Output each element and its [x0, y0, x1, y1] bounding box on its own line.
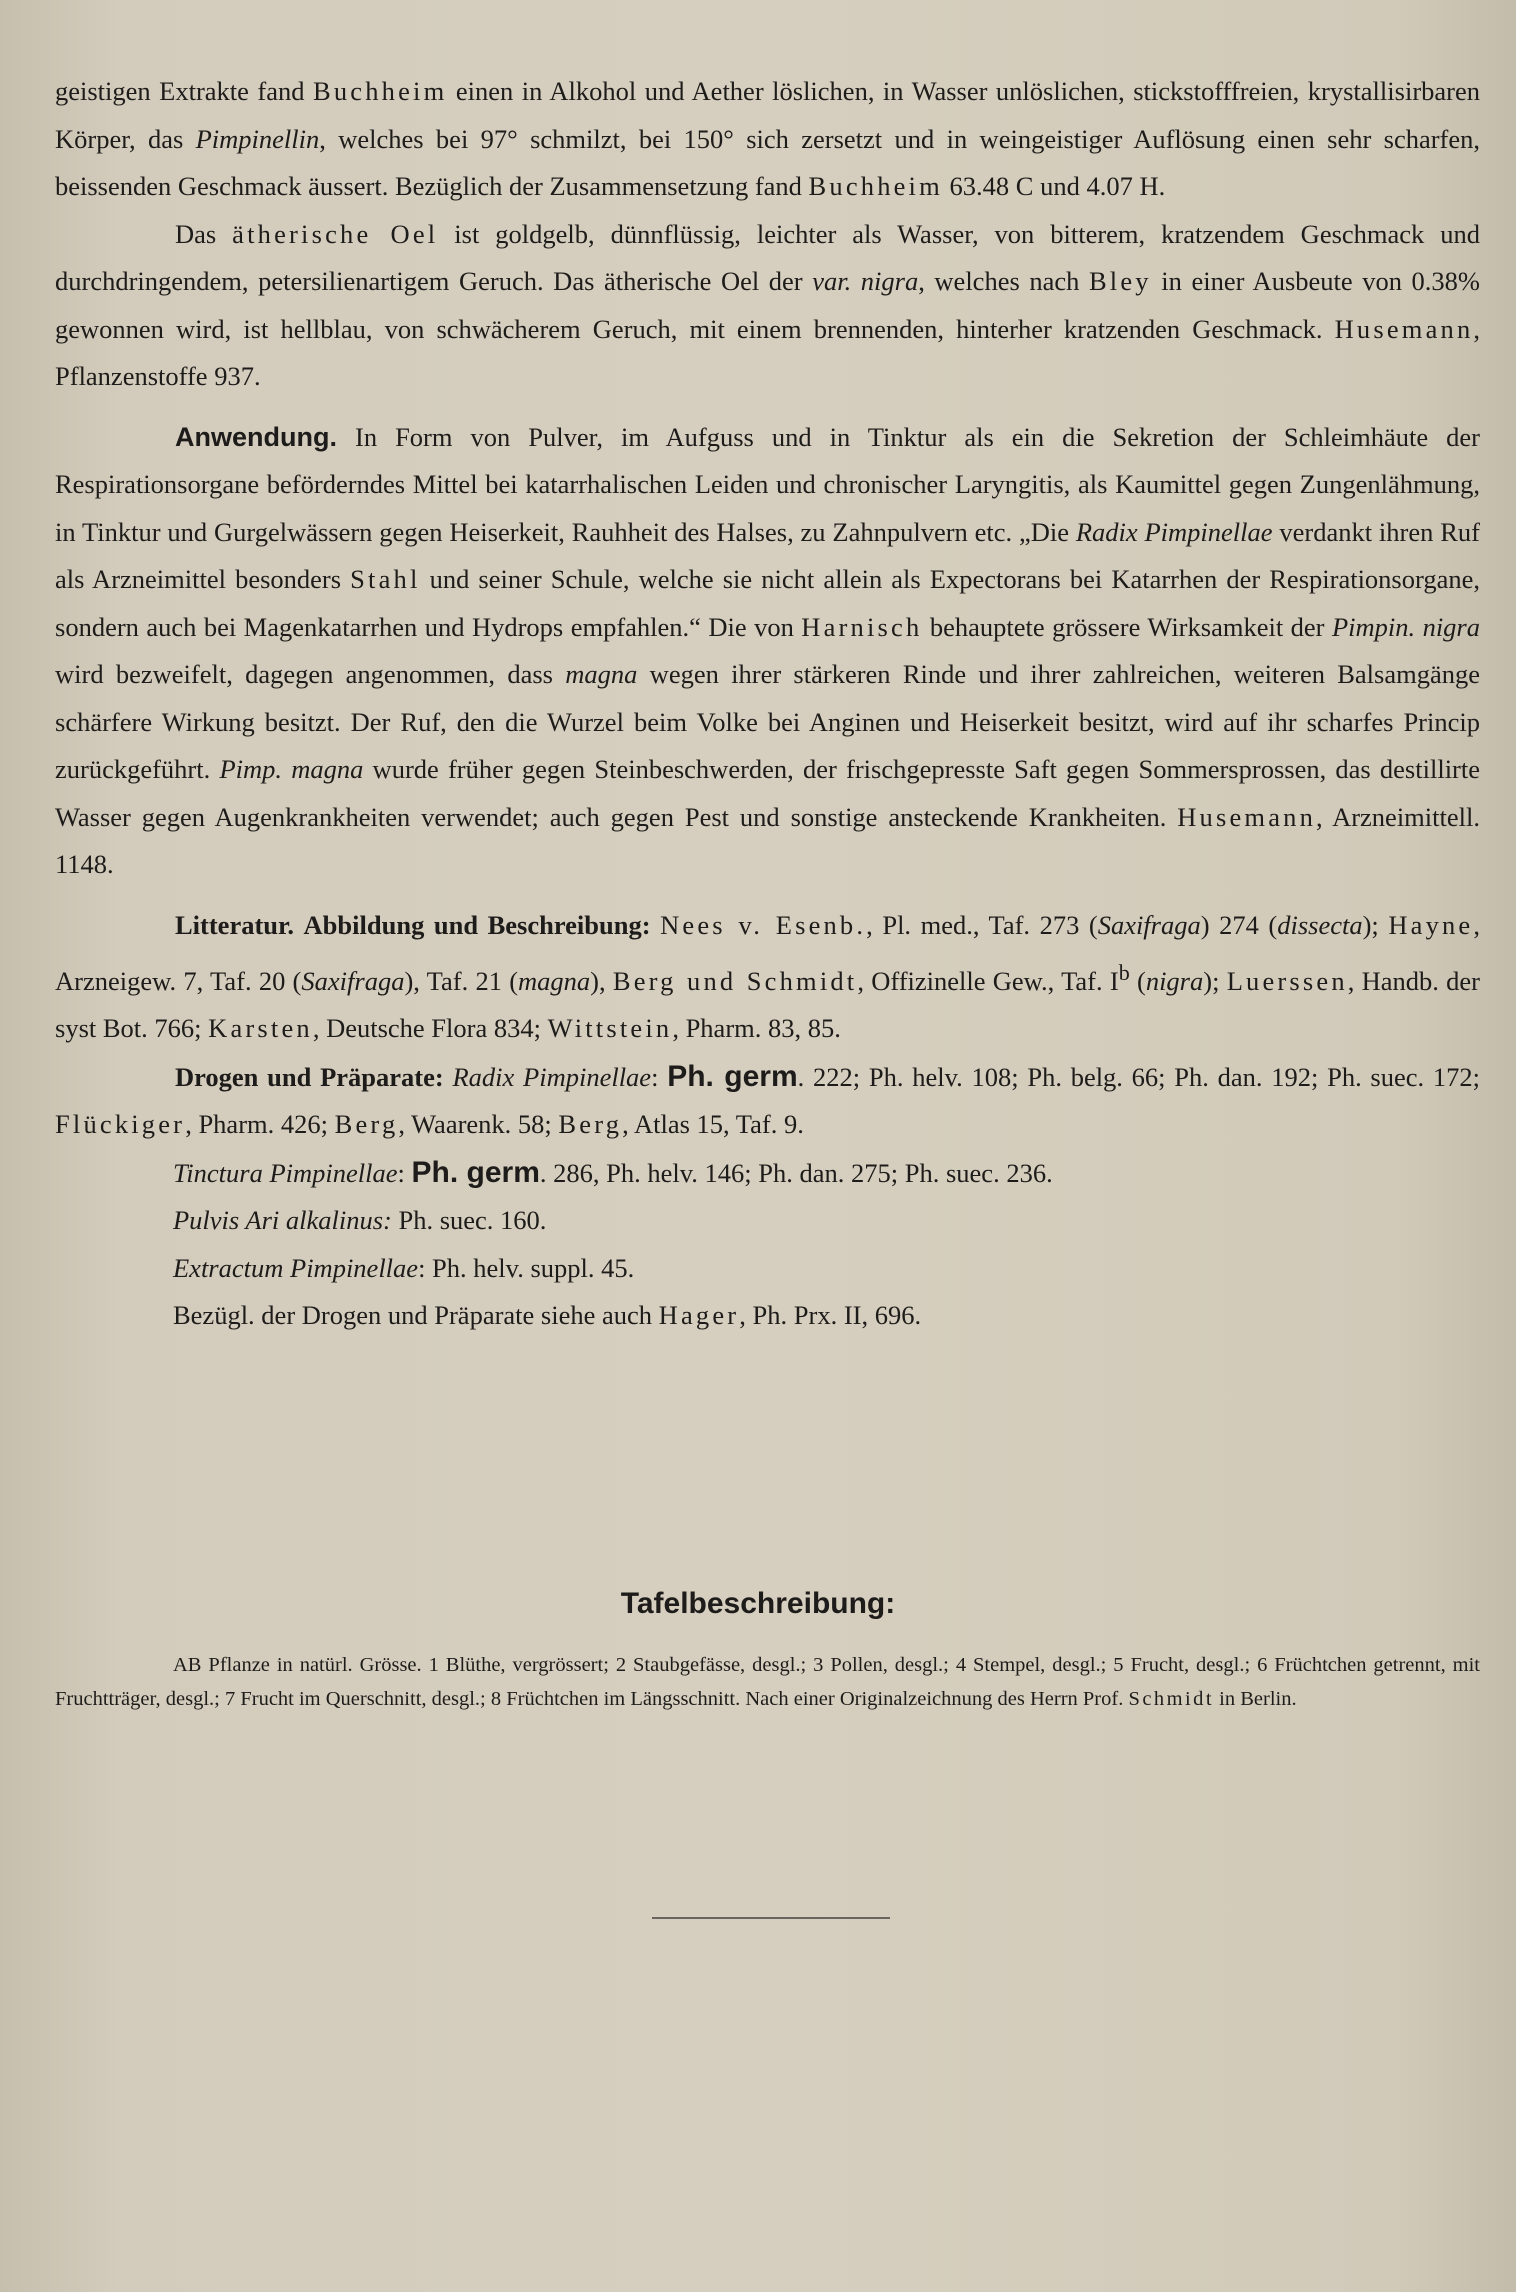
- heading-drogen: Drogen und Präparate:: [175, 1061, 444, 1092]
- paragraph-oel: Das ätherische Oel ist goldgelb, dünnflüssig, leichter als Wasser, von bitterem, kratzendem Geschmack und durchdringendem, petersilienartigem Geruch. Das ätherische Oel der var. nigra, welches nach Bley in einer Ausbeute von 0.38% gewonnen wird, ist hellblau, von schwächerem Geruch, mit einem brennenden, hinterher kratzenden Geschmack. Husemann, Pflanzenstoffe 937.: [55, 218, 1480, 391]
- heading-litteratur: Litteratur.: [175, 909, 294, 940]
- line-pulvis: Pulvis Ari alkalinus: Ph. suec. 160.: [173, 1205, 547, 1236]
- author-buchheim: Buchheim: [313, 76, 448, 106]
- heading-anwendung: Anwendung.: [175, 421, 337, 452]
- line-bezuegl: Bezügl. der Drogen und Präparate siehe auch Hager, Ph. Prx. II, 696.: [173, 1300, 922, 1331]
- tafel-title: Tafelbeschreibung:: [620, 1587, 896, 1620]
- paragraph-drogen: Drogen und Präparate: Radix Pimpinellae: Ph. germ. 222; Ph. helv. 108; Ph. belg. 66; Ph. dan. 192; Ph. suec. 172; Flückiger, Pharm. 426; Berg, Waarenk. 58; Berg, Atlas 15, Taf. 9.: [55, 1059, 1480, 1140]
- divider-rule: [652, 1917, 890, 1919]
- line-extractum: Extractum Pimpinellae: Ph. helv. suppl. 45.: [173, 1252, 635, 1283]
- paragraph-anwendung: Anwendung. In Form von Pulver, im Aufguss und in Tinktur als ein die Sekretion der Schleimhäute der Respirationsorgane beförderndes Mittel bei katarrhalischen Leiden und chronischer Laryngitis, als Kaumittel gegen Zungenlähmung, in Tinktur und Gurgelwässern gegen Heiserkeit, Rauhheit des Halses, zu Zahnpulvern etc. „Die Radix Pimpinellae verdankt ihren Ruf als Arzneimittel besonders Stahl und seiner Schule, welche sie nicht allein als Expectorans bei Katarrhen der Respirationsorgane, sondern auch bei Magenkatarrhen und Hydrops empfahlen.“ Die von Harnisch behauptete grössere Wirksamkeit der Pimpin. nigra wird bezweifelt, dagegen angenommen, dass magna wegen ihrer stärkeren Rinde und ihrer zahlreichen, weiteren Balsamgänge schärfere Wirkung besitzt. Der Ruf, den die Wurzel beim Volke bei Anginen und Heiserkeit besitzt, wird auf ihr scharfes Princip zurückgeführt. Pimp. magna wurde früher gegen Steinbeschwerden, der frischgepresste Saft gegen Sommersprossen, das destillirte Wasser gegen Augenkrankheiten verwendet; auch gegen Pest und sonstige ansteckende Krankheiten. Husemann, Arzneimittell. 1148.: [55, 421, 1481, 879]
- subheading-abbildung: Abbildung und Beschreibung:: [303, 909, 651, 940]
- line-tinctura: Tinctura Pimpinellae: Ph. germ. 286, Ph. helv. 146; Ph. dan. 275; Ph. suec. 236.: [173, 1155, 1053, 1189]
- text-column: [55, 68, 1480, 1340]
- paragraph-litteratur: Litteratur. Abbildung und Beschreibung: Nees v. Esenb., Pl. med., Taf. 273 (Saxifraga) 274 (dissecta); Hayne, Arzneigew. 7, Taf. 20 (Saxifraga), Taf. 21 (magna), Berg und Schmidt, Offizinelle Gew., Taf. $I^b$ (nigra); Luerssen, Handb. der syst Bot. 766; Karsten, Deutsche Flora 834; Wittstein, Pharm. 83, 85.: [55, 909, 1481, 1044]
- pimpinellin: Pimpinellin: [195, 123, 320, 154]
- tafel-caption: AB Pflanze in natürl. Grösse. 1 Blüthe, vergrössert; 2 Staubgefässe, desgl.; 3 Pollen, desgl.; 4 Stempel, desgl.; 5 Frucht, desgl.; 6 Früchtchen getrennt, mit Fruchtträger, desgl.; 7 Frucht im Querschnitt, desgl.; 8 Früchtchen im Längsschnitt. Nach einer Originalzeichnung des Herrn Prof. Schmidt in Berlin.: [55, 1654, 1480, 1710]
- paragraph-extrakte: geistigen Extrakte fand Buchheim einen in Alkohol und Aether löslichen, in Wasser unlöslichen, stickstofffreien, krystallisirbaren Körper, das Pimpinellin, welches bei 97° schmilzt, bei 150° sich zersetzt und in weingeistiger Auflösung einen sehr scharfen, beissenden Geschmack äussert. Bezüglich der Zusammensetzung fand Buchheim 63.48 C und 4.07 H.: [55, 76, 1481, 201]
